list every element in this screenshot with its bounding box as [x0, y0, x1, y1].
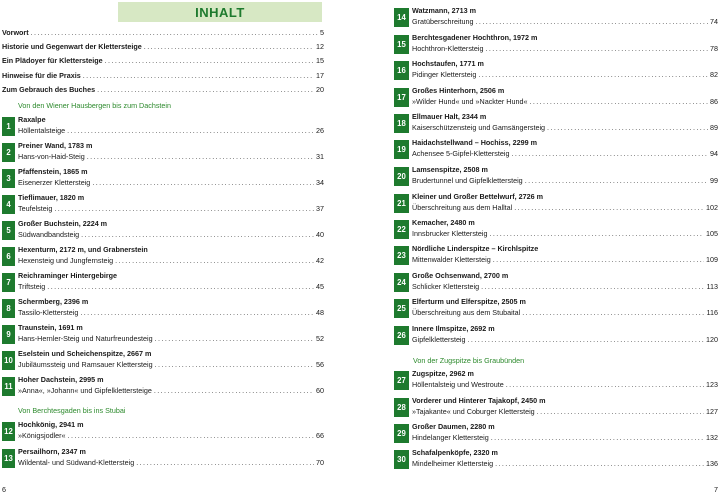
- entry-text: [18, 271, 324, 293]
- dot-leader: [83, 71, 314, 80]
- section-heading-berchtesgaden-stubai: Von Berchtesgaden bis ins Stubai: [18, 406, 126, 415]
- route-title: Tieflimauer, 1820 m: [18, 193, 85, 202]
- route-title: Großer Daumen, 2280 m: [412, 422, 495, 431]
- section-heading-zugspitze-graubuenden: Von der Zugspitze bis Graubünden: [413, 356, 525, 365]
- page-ref: 17: [316, 70, 324, 80]
- route-number-badge: 21: [394, 194, 409, 213]
- route-title: Hoher Dachstein, 2995 m: [18, 375, 104, 384]
- route-line: [18, 230, 324, 241]
- route-subtitle: Wildental- und Südwand-Klettersteig: [18, 457, 135, 467]
- page-ref: 31: [316, 151, 324, 161]
- route-number-badge: 27: [394, 371, 409, 390]
- entry-text: [18, 115, 324, 137]
- entry-text: [18, 375, 324, 397]
- toc-entry-10[interactable]: [2, 348, 324, 374]
- route-number-badge: 28: [394, 398, 409, 417]
- route-number-badge: 1: [2, 117, 15, 136]
- front-matter-label: Historie und Gegenwart der Klettersteige: [2, 42, 142, 52]
- entry-text: [412, 448, 718, 470]
- dot-leader: [115, 256, 314, 265]
- toc-entry-11[interactable]: [2, 374, 324, 400]
- toc-entry-6[interactable]: [2, 244, 324, 270]
- route-line: [18, 282, 324, 293]
- page-ref: 12: [316, 42, 324, 52]
- toc-entry-19[interactable]: [394, 137, 718, 163]
- dot-leader: [87, 152, 314, 161]
- route-subtitle: Überschreitung aus dem Stubaital: [412, 307, 521, 317]
- route-number-badge: 2: [2, 143, 15, 162]
- route-subtitle: Achensee 5-Gipfel-Klettersteig: [412, 148, 510, 158]
- entry-text: [18, 141, 324, 163]
- toc-entry-13[interactable]: [2, 446, 324, 472]
- page-ref: 94: [710, 148, 718, 158]
- toc-entry-22[interactable]: [394, 217, 718, 243]
- right-page: [360, 0, 720, 496]
- route-line: [412, 203, 718, 214]
- route-line: [412, 433, 718, 444]
- page-ref: 15: [316, 56, 324, 66]
- dot-leader: [144, 42, 314, 51]
- route-line: [18, 178, 324, 189]
- toc-entry-14[interactable]: [394, 5, 718, 31]
- toc-entry-27[interactable]: [394, 368, 718, 394]
- route-subtitle: Höllentalsteig und Westroute: [412, 379, 504, 389]
- route-subtitle: Pidinger Klettersteig: [412, 69, 477, 79]
- route-title: Berchtesgadener Hochthron, 1972 m: [412, 33, 538, 42]
- entry-text: [412, 218, 718, 240]
- route-subtitle: Hexensteig und Jungfernsteig: [18, 255, 114, 265]
- route-number-badge: 4: [2, 195, 15, 214]
- dot-leader: [495, 459, 704, 468]
- route-line: [18, 360, 324, 371]
- toc-entry-28[interactable]: [394, 395, 718, 421]
- route-line: [412, 335, 718, 346]
- route-line: [412, 17, 718, 28]
- page-ref: 132: [706, 432, 718, 442]
- route-subtitle: Höllentalsteige: [18, 125, 66, 135]
- toc-entry-3[interactable]: [2, 166, 324, 192]
- entry-text: [18, 349, 324, 371]
- route-line: [18, 334, 324, 345]
- dot-leader: [491, 433, 704, 442]
- route-line: [18, 256, 324, 267]
- route-subtitle: Tassilo-Klettersteig: [18, 307, 79, 317]
- route-title: Watzmann, 2713 m: [412, 6, 477, 15]
- route-line: [412, 380, 718, 391]
- front-matter-label: Zum Gebrauch des Buches: [2, 84, 96, 94]
- dot-leader: [476, 17, 708, 26]
- route-subtitle: Kaiserschützensteig und Gamsängersteig: [412, 122, 546, 132]
- dot-leader: [537, 407, 704, 416]
- toc-entry-25[interactable]: [394, 296, 718, 322]
- toc-title: INHALT: [118, 2, 322, 22]
- page-number: 7: [714, 485, 718, 494]
- route-title: Hochkönig, 2941 m: [18, 420, 84, 429]
- entry-text: [18, 420, 324, 442]
- route-subtitle: Triftsteig: [18, 281, 46, 291]
- entry-text: [18, 245, 324, 267]
- route-line: [18, 431, 324, 442]
- toc-entry-16[interactable]: [394, 58, 718, 84]
- entry-text: [412, 396, 718, 418]
- page-ref: 113: [706, 281, 718, 291]
- route-title: Reichraminger Hintergebirge: [18, 271, 118, 280]
- page-ref: 52: [316, 333, 324, 343]
- toc-entry-1[interactable]: [2, 114, 324, 140]
- route-number-badge: 26: [394, 326, 409, 345]
- route-number-badge: 29: [394, 424, 409, 443]
- route-subtitle: Eisenerzer Klettersteig: [18, 177, 91, 187]
- route-number-badge: 5: [2, 221, 15, 240]
- entry-text: [412, 33, 718, 55]
- route-title: Pfaffenstein, 1865 m: [18, 167, 88, 176]
- dot-leader: [136, 458, 314, 467]
- route-subtitle: »Anna«, »Johann« und Gipfelklettersteige: [18, 385, 152, 395]
- route-title: Eselstein und Scheichenspitze, 2667 m: [18, 349, 152, 358]
- page-ref: 34: [316, 177, 324, 187]
- route-line: [412, 229, 718, 240]
- route-title: Schermberg, 2396 m: [18, 297, 89, 306]
- route-line: [412, 44, 718, 55]
- route-title: Innere Ilmspitze, 2692 m: [412, 324, 495, 333]
- route-line: [18, 386, 324, 397]
- page-ref: 42: [316, 255, 324, 265]
- dot-leader: [522, 308, 704, 317]
- page-ref: 109: [706, 254, 718, 264]
- page-ref: 56: [316, 359, 324, 369]
- section-heading-wien-dachstein: Von den Wiener Hausbergen bis zum Dachstein: [18, 101, 172, 110]
- entry-text: [412, 369, 718, 391]
- front-matter-label: Vorwort: [2, 28, 29, 37]
- route-line: [412, 459, 718, 470]
- route-number-badge: 3: [2, 169, 15, 188]
- route-number-badge: 7: [2, 273, 15, 292]
- dot-leader: [529, 97, 708, 106]
- route-number-badge: 9: [2, 325, 15, 344]
- route-subtitle: Schlicker Klettersteig: [412, 281, 480, 291]
- entry-text: [18, 447, 324, 469]
- dot-leader: [81, 230, 314, 239]
- route-number-badge: 10: [2, 351, 15, 370]
- page-ref: 60: [316, 385, 324, 395]
- toc-entry-7[interactable]: [2, 270, 324, 296]
- route-number-badge: 11: [2, 377, 15, 396]
- route-title: Hexenturm, 2172 m, und Grabnerstein: [18, 245, 148, 254]
- route-line: [18, 152, 324, 163]
- entry-text: [412, 192, 718, 214]
- route-line: [18, 204, 324, 215]
- route-title: Preiner Wand, 1783 m: [18, 141, 93, 150]
- route-line: [412, 123, 718, 134]
- page-ref: 40: [316, 229, 324, 239]
- toc-entry-23[interactable]: [394, 243, 718, 269]
- page-ref: 82: [710, 69, 718, 79]
- page-ref: 70: [316, 457, 324, 467]
- route-line: [412, 282, 718, 293]
- toc-front-matter-row[interactable]: [2, 71, 324, 85]
- dot-leader: [481, 282, 704, 291]
- route-subtitle: Mindelheimer Klettersteig: [412, 458, 494, 468]
- route-title: Große Ochsenwand, 2700 m: [412, 271, 509, 280]
- route-title: Traunstein, 1691 m: [18, 323, 83, 332]
- page-ref: 66: [316, 430, 324, 440]
- page-ref: 45: [316, 281, 324, 291]
- toc-entry-9[interactable]: [2, 322, 324, 348]
- page-ref: 127: [706, 406, 718, 416]
- dot-leader: [80, 308, 314, 317]
- dot-leader: [493, 255, 704, 264]
- dot-leader: [67, 126, 314, 135]
- dot-leader: [105, 56, 314, 65]
- dot-leader: [155, 360, 314, 369]
- route-title: Elferturm und Elferspitze, 2505 m: [412, 297, 526, 306]
- route-subtitle: Hans-Hernler-Steig und Naturfreundesteig: [18, 333, 153, 343]
- entry-text: [412, 112, 718, 134]
- dot-leader: [468, 335, 704, 344]
- dot-leader: [490, 229, 704, 238]
- dot-leader: [155, 334, 314, 343]
- page-ref: 123: [706, 379, 718, 389]
- dot-leader: [47, 282, 314, 291]
- route-number-badge: 8: [2, 299, 15, 318]
- route-number-badge: 20: [394, 167, 409, 186]
- dot-leader: [92, 178, 314, 187]
- route-title: Kleiner und Großer Bettelwurf, 2726 m: [412, 192, 544, 201]
- route-line: [412, 176, 718, 187]
- route-number-badge: 15: [394, 35, 409, 54]
- dot-leader: [31, 28, 318, 37]
- route-title: Nördliche Linderspitze – Kirchlspitze: [412, 244, 539, 253]
- route-number-badge: 19: [394, 140, 409, 159]
- route-title: Haidachstellwand – Hochiss, 2299 m: [412, 138, 538, 147]
- route-subtitle: Hans-von-Haid-Steig: [18, 151, 85, 161]
- entry-text: [18, 193, 324, 215]
- route-title: Persailhorn, 2347 m: [18, 447, 86, 456]
- toc-entry-17[interactable]: [394, 85, 718, 111]
- entry-text: [18, 167, 324, 189]
- route-number-badge: 30: [394, 450, 409, 469]
- route-subtitle: »Wilder Hund« und »Nackter Hund«: [412, 96, 528, 106]
- toc-entry-18[interactable]: [394, 111, 718, 137]
- route-number-badge: 23: [394, 246, 409, 265]
- route-line: [18, 308, 324, 319]
- route-line: [412, 149, 718, 160]
- page-ref: 102: [706, 202, 718, 212]
- route-line: [18, 126, 324, 137]
- route-subtitle: Überschreitung aus dem Halltal: [412, 202, 513, 212]
- route-line: [412, 70, 718, 81]
- page-ref: 20: [316, 84, 324, 94]
- entry-text: [412, 6, 718, 28]
- toc-entry-8[interactable]: [2, 296, 324, 322]
- toc-entry-12[interactable]: [2, 419, 324, 445]
- entry-text: [18, 219, 324, 241]
- route-number-badge: 16: [394, 61, 409, 80]
- route-line: [412, 308, 718, 319]
- toc-entry-29[interactable]: [394, 421, 718, 447]
- entry-text: [412, 422, 718, 444]
- toc-entry-15[interactable]: [394, 32, 718, 58]
- route-line: [412, 97, 718, 108]
- route-subtitle: Brudertunnel und Gipfelklettersteig: [412, 175, 523, 185]
- route-line: [412, 407, 718, 418]
- dot-leader: [514, 203, 704, 212]
- page-ref: 120: [706, 334, 718, 344]
- route-number-badge: 18: [394, 114, 409, 133]
- dot-leader: [68, 431, 314, 440]
- toc-entry-4[interactable]: [2, 192, 324, 218]
- toc-entry-20[interactable]: [394, 164, 718, 190]
- route-number-badge: 14: [394, 8, 409, 27]
- dot-leader: [478, 70, 708, 79]
- entry-text: [18, 323, 324, 345]
- entry-text: [412, 165, 718, 187]
- page-ref: 37: [316, 203, 324, 213]
- route-number-badge: 13: [2, 449, 15, 468]
- route-title: Ellmauer Halt, 2344 m: [412, 112, 487, 121]
- toc-front-matter-row[interactable]: [2, 42, 324, 56]
- toc-entry-26[interactable]: [394, 323, 718, 349]
- route-subtitle: Jubiläumssteig und Ramsauer Klettersteig: [18, 359, 153, 369]
- route-title: Kemacher, 2480 m: [412, 218, 475, 227]
- route-line: [412, 255, 718, 266]
- entry-text: [412, 324, 718, 346]
- dot-leader: [97, 85, 314, 94]
- route-subtitle: Südwandbandsteig: [18, 229, 80, 239]
- route-number-badge: 17: [394, 88, 409, 107]
- front-matter-label: Ein Plädoyer für Klettersteige: [2, 56, 103, 66]
- route-subtitle: »Tajakante« und Coburger Klettersteig: [412, 406, 535, 416]
- page-ref: 78: [710, 43, 718, 53]
- page-ref: 5: [320, 28, 324, 37]
- toc-entry-2[interactable]: [2, 140, 324, 166]
- dot-leader: [486, 44, 708, 53]
- dot-leader: [511, 149, 708, 158]
- page-ref: 74: [710, 16, 718, 26]
- entry-text: [412, 297, 718, 319]
- route-number-badge: 25: [394, 299, 409, 318]
- toc-entry-21[interactable]: [394, 191, 718, 217]
- page-ref: 99: [710, 175, 718, 185]
- entry-text: [18, 297, 324, 319]
- toc-entry-24[interactable]: [394, 270, 718, 296]
- route-title: Schafalpenköpfe, 2320 m: [412, 448, 498, 457]
- toc-front-matter-row[interactable]: [2, 56, 324, 70]
- entry-text: [412, 271, 718, 293]
- route-line: [18, 458, 324, 469]
- page-ref: 105: [706, 228, 718, 238]
- front-matter-label: Hinweise für die Praxis: [2, 70, 81, 80]
- route-subtitle: Gratüberschreitung: [412, 16, 474, 26]
- dot-leader: [547, 123, 708, 132]
- page-ref: 86: [710, 96, 718, 106]
- route-number-badge: 12: [2, 422, 15, 441]
- page-ref: 136: [706, 458, 718, 468]
- route-subtitle: Hochthron-Klettersteig: [412, 43, 484, 53]
- entry-text: [412, 138, 718, 160]
- route-subtitle: Gipfelklettersteig: [412, 334, 466, 344]
- page-ref: 48: [316, 307, 324, 317]
- entry-text: [412, 86, 718, 108]
- route-subtitle: Innsbrucker Klettersteig: [412, 228, 488, 238]
- dot-leader: [154, 386, 314, 395]
- route-number-badge: 6: [2, 247, 15, 266]
- route-title: Lamsenspitze, 2508 m: [412, 165, 488, 174]
- toc-front-matter-row[interactable]: [2, 28, 324, 42]
- dot-leader: [54, 204, 314, 213]
- toc-front-matter-row[interactable]: [2, 85, 324, 99]
- entry-text: [412, 59, 718, 81]
- route-subtitle: Teufelsteig: [18, 203, 53, 213]
- route-title: Vorderer und Hinterer Tajakopf, 2450 m: [412, 396, 546, 405]
- dot-leader: [525, 176, 708, 185]
- toc-entry-5[interactable]: [2, 218, 324, 244]
- front-matter-list: [2, 28, 324, 99]
- entry-text: [412, 244, 718, 266]
- page-ref: 89: [710, 122, 718, 132]
- toc-entry-30[interactable]: [394, 447, 718, 473]
- dot-leader: [506, 380, 704, 389]
- page-ref: 26: [316, 125, 324, 135]
- route-subtitle: »Königsjodler«: [18, 430, 66, 440]
- page-number: 6: [2, 485, 6, 494]
- route-number-badge: 24: [394, 273, 409, 292]
- route-title: Hochstaufen, 1771 m: [412, 59, 484, 68]
- route-number-badge: 22: [394, 220, 409, 239]
- route-title: Zugspitze, 2962 m: [412, 369, 474, 378]
- route-subtitle: Hindelanger Klettersteig: [412, 432, 489, 442]
- route-subtitle: Mittenwalder Klettersteig: [412, 254, 491, 264]
- route-title: Großer Buchstein, 2224 m: [18, 219, 108, 228]
- page-ref: 116: [706, 307, 718, 317]
- route-title: Großes Hinterhorn, 2506 m: [412, 86, 505, 95]
- route-title: Raxalpe: [18, 115, 46, 124]
